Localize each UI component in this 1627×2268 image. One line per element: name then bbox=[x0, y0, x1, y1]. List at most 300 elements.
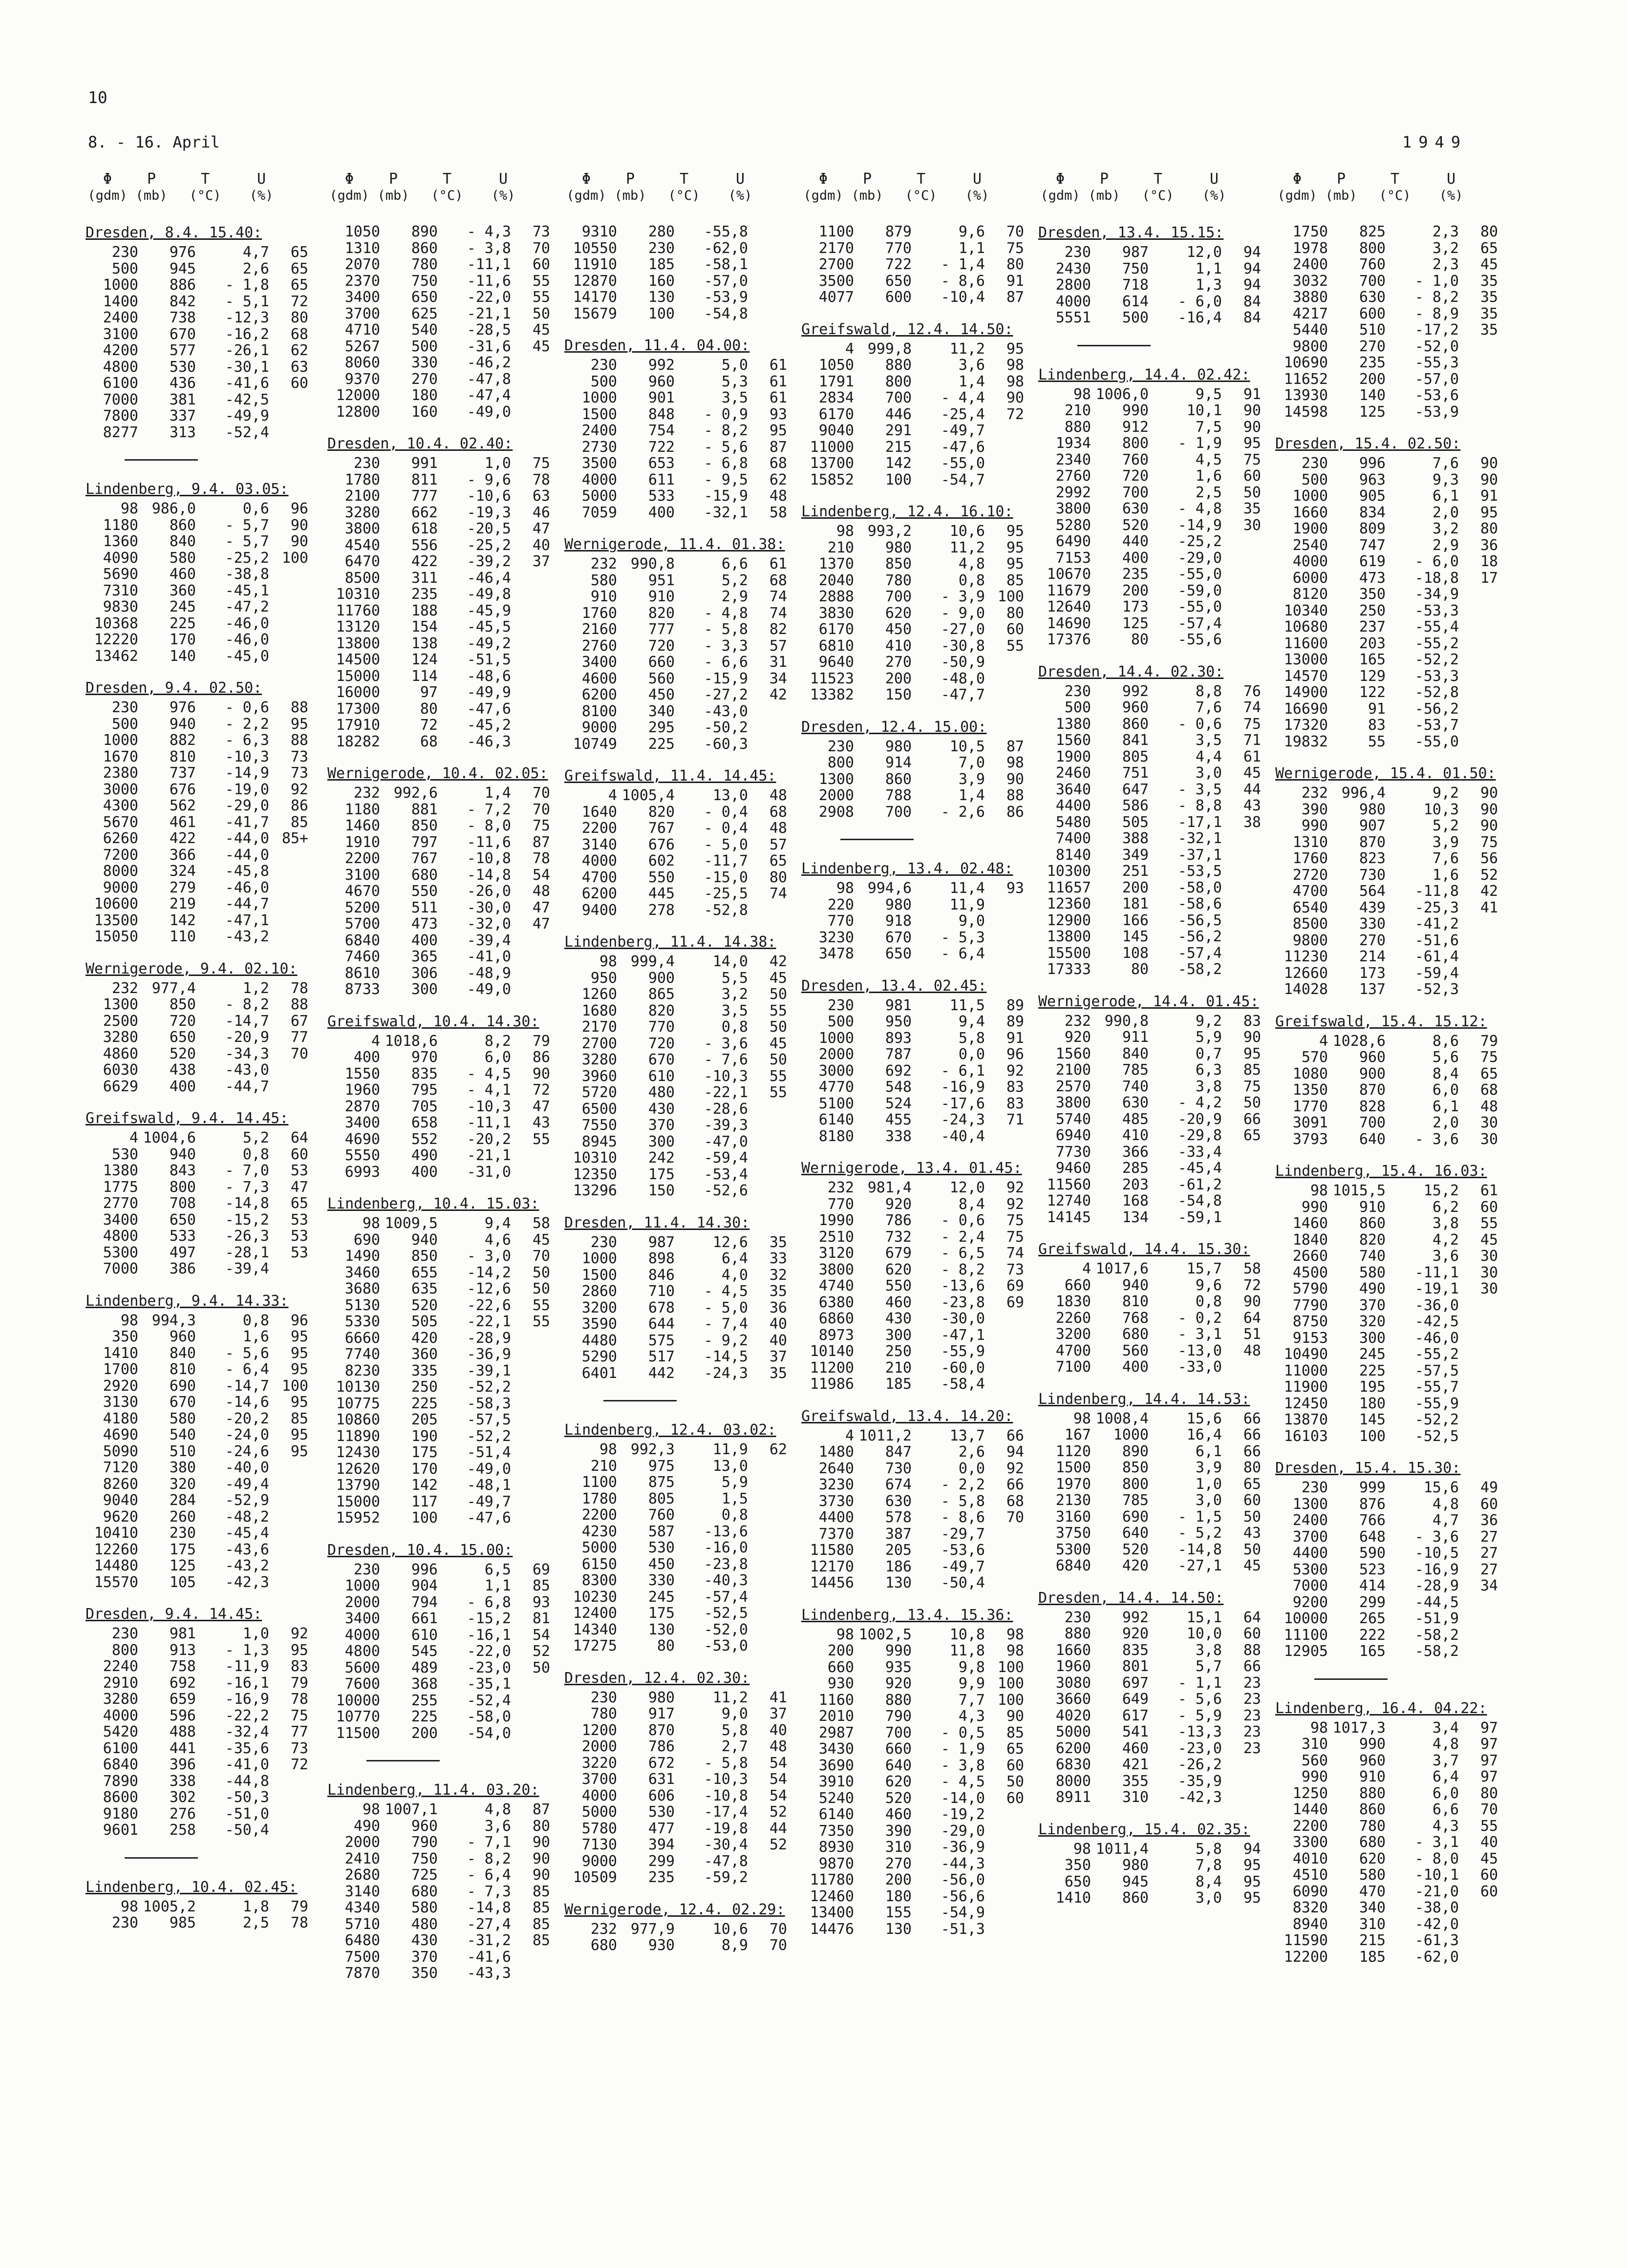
temperature-cell: -58,6 bbox=[1177, 895, 1222, 912]
height-cell: 230 bbox=[1301, 1479, 1328, 1496]
height-cell: 10130 bbox=[336, 1378, 380, 1396]
humidity-cell bbox=[511, 1477, 550, 1494]
height-cell: 1660 bbox=[1055, 1641, 1091, 1659]
table-row bbox=[564, 1052, 809, 1068]
table-row bbox=[327, 1330, 572, 1347]
temperature-cell: 2,7 bbox=[721, 1738, 748, 1755]
pressure-cell: 1005,2 bbox=[143, 1898, 196, 1915]
humidity-cell: 79 bbox=[532, 1032, 550, 1050]
height-cell: 9830 bbox=[103, 598, 138, 615]
table-row bbox=[1038, 1326, 1283, 1343]
table-row bbox=[801, 1112, 1046, 1128]
height-cell: 15500 bbox=[1047, 944, 1091, 962]
temperature-cell: -30,4 bbox=[704, 1836, 748, 1853]
table-row bbox=[86, 814, 330, 831]
table-row bbox=[564, 621, 809, 638]
temperature-cell: -41,6 bbox=[225, 375, 269, 392]
pressure-cell: 810 bbox=[1122, 1293, 1149, 1310]
height-cell: 3000 bbox=[818, 1062, 854, 1080]
height-cell: 2510 bbox=[818, 1228, 854, 1246]
table-row bbox=[1275, 387, 1520, 404]
height-cell: 3680 bbox=[344, 1280, 380, 1297]
height-cell: 15679 bbox=[573, 305, 617, 322]
height-cell: 1440 bbox=[1292, 1801, 1328, 1818]
pressure-cell: 580 bbox=[411, 1899, 438, 1916]
station-title: Wernigerode, 9.4. 02.10: bbox=[86, 960, 298, 977]
column-header bbox=[1275, 171, 1520, 204]
table-row bbox=[801, 787, 1046, 804]
temperature-cell: -39,4 bbox=[467, 932, 511, 949]
pressure-cell: 80 bbox=[657, 1637, 675, 1654]
height-cell: 6401 bbox=[581, 1364, 617, 1382]
height-cell: 8973 bbox=[818, 1326, 854, 1344]
temperature-cell: -21,1 bbox=[467, 305, 511, 322]
temperature-cell: -49,2 bbox=[467, 635, 511, 652]
height-cell: 2370 bbox=[344, 272, 380, 290]
temperature-cell: - 1,4 bbox=[941, 256, 985, 273]
temperature-cell: -56,2 bbox=[1177, 928, 1222, 945]
humidity-cell: 58 bbox=[1243, 1260, 1261, 1277]
sounding-block bbox=[1038, 663, 1283, 978]
height-cell: 2910 bbox=[103, 1674, 138, 1692]
table-row bbox=[86, 1361, 330, 1378]
temperature-cell: -17,4 bbox=[704, 1803, 748, 1821]
height-cell: 1310 bbox=[1292, 833, 1328, 851]
humidity-cell bbox=[985, 1905, 1024, 1921]
humidity-cell: 60 bbox=[1243, 1492, 1261, 1509]
humidity-cell: 50 bbox=[1243, 1508, 1261, 1526]
table-row bbox=[86, 615, 330, 632]
pressure-cell: 750 bbox=[411, 1850, 438, 1867]
header-symbol: P bbox=[1099, 170, 1109, 188]
humidity-cell: 90 bbox=[532, 1850, 550, 1867]
humidity-cell bbox=[269, 1525, 308, 1542]
humidity-cell: 100 bbox=[281, 549, 308, 567]
pressure-cell: 511 bbox=[411, 899, 438, 916]
temperature-cell: -55,9 bbox=[941, 1343, 985, 1360]
pressure-cell: 828 bbox=[1359, 1098, 1386, 1115]
pressure-cell: 165 bbox=[1359, 651, 1386, 668]
humidity-cell bbox=[1222, 599, 1261, 615]
table-row bbox=[1275, 981, 1520, 998]
pressure-cell: 1011,2 bbox=[858, 1427, 912, 1444]
table-row bbox=[1275, 1900, 1520, 1916]
humidity-cell: 36 bbox=[1480, 536, 1498, 554]
table-row bbox=[1275, 1346, 1520, 1363]
pressure-cell: 530 bbox=[648, 1803, 675, 1821]
humidity-cell: 78 bbox=[290, 979, 308, 997]
pressure-cell: 994,6 bbox=[867, 880, 912, 897]
humidity-cell bbox=[748, 289, 787, 306]
pressure-cell: 255 bbox=[411, 1692, 438, 1709]
header-unit: (gdm) bbox=[1277, 188, 1317, 203]
table-row bbox=[801, 1509, 1046, 1526]
height-cell: 9040 bbox=[818, 422, 854, 439]
header-unit: (%) bbox=[249, 188, 274, 203]
humidity-cell bbox=[269, 1062, 308, 1079]
height-cell: 13462 bbox=[94, 647, 138, 665]
temperature-cell: -23,0 bbox=[1177, 1739, 1222, 1757]
pressure-cell: 370 bbox=[648, 1117, 675, 1134]
humidity-cell: 40 bbox=[769, 1332, 787, 1349]
table-row bbox=[1275, 1428, 1520, 1445]
table-row bbox=[86, 912, 330, 929]
humidity-cell: 30 bbox=[1243, 516, 1261, 534]
humidity-cell: 23 bbox=[1243, 1707, 1261, 1724]
humidity-cell: 23 bbox=[1243, 1674, 1261, 1692]
height-cell: 4200 bbox=[103, 342, 138, 359]
temperature-cell: 1,0 bbox=[484, 455, 511, 472]
height-cell: 4600 bbox=[581, 670, 617, 687]
pressure-cell: 230 bbox=[169, 1525, 196, 1542]
humidity-cell: 66 bbox=[1243, 1442, 1261, 1460]
pressure-cell: 810 bbox=[169, 1361, 196, 1378]
height-cell: 16103 bbox=[1284, 1427, 1328, 1445]
table-row bbox=[801, 671, 1046, 687]
height-cell: 15050 bbox=[94, 928, 138, 945]
humidity-cell: 55 bbox=[1480, 1817, 1498, 1835]
height-cell: 7200 bbox=[103, 846, 138, 864]
station-title: Wernigerode, 12.4. 02.29: bbox=[564, 1901, 785, 1918]
height-cell: 5130 bbox=[344, 1296, 380, 1314]
sounding-block bbox=[1275, 1699, 1520, 1966]
table-row bbox=[1038, 863, 1283, 880]
pressure-cell: 840 bbox=[169, 533, 196, 550]
humidity-cell: 61 bbox=[769, 357, 787, 374]
height-cell: 6140 bbox=[818, 1111, 854, 1128]
height-cell: 7870 bbox=[344, 1965, 380, 1982]
pressure-cell: 980 bbox=[648, 1689, 675, 1706]
temperature-cell: -24,3 bbox=[704, 1364, 748, 1382]
pressure-cell: 655 bbox=[411, 1264, 438, 1281]
table-row bbox=[327, 818, 572, 834]
temperature-cell: - 4,3 bbox=[467, 223, 511, 240]
height-cell: 11100 bbox=[1284, 1626, 1328, 1644]
temperature-cell: -54,8 bbox=[704, 305, 748, 322]
pressure-cell: 680 bbox=[1359, 1834, 1386, 1851]
header-unit: (°C) bbox=[431, 188, 463, 203]
table-row bbox=[1275, 1281, 1520, 1297]
table-row bbox=[1038, 1476, 1283, 1493]
height-cell: 12260 bbox=[94, 1541, 138, 1558]
pressure-cell: 740 bbox=[1359, 1248, 1386, 1265]
pressure-cell: 580 bbox=[169, 549, 196, 567]
table-row bbox=[801, 357, 1046, 374]
temperature-cell: -26,2 bbox=[1177, 1756, 1222, 1773]
humidity-cell: 95 bbox=[290, 1442, 308, 1460]
pressure-cell: 690 bbox=[1122, 1508, 1149, 1526]
header-symbol: T bbox=[1390, 170, 1400, 188]
table-row bbox=[1038, 615, 1283, 632]
sounding-block bbox=[564, 224, 809, 322]
pressure-cell: 138 bbox=[411, 635, 438, 652]
temperature-cell: -58,2 bbox=[1414, 1626, 1459, 1644]
pressure-cell: 97 bbox=[420, 684, 438, 701]
table-row bbox=[327, 1643, 572, 1660]
humidity-cell bbox=[1459, 339, 1498, 355]
temperature-cell: - 3,8 bbox=[467, 239, 511, 257]
height-cell: 7740 bbox=[344, 1346, 380, 1363]
table-row bbox=[564, 1134, 809, 1150]
pressure-cell: 600 bbox=[1359, 305, 1386, 322]
height-cell: 7550 bbox=[581, 1117, 617, 1134]
height-cell: 12360 bbox=[1047, 895, 1091, 912]
table-row bbox=[327, 1099, 572, 1115]
table-row bbox=[327, 488, 572, 505]
humidity-cell: 30 bbox=[1480, 1130, 1498, 1148]
pressure-cell: 125 bbox=[169, 1557, 196, 1574]
pressure-cell: 251 bbox=[1122, 863, 1149, 880]
temperature-cell: -41,6 bbox=[467, 1948, 511, 1966]
height-cell: 2070 bbox=[344, 256, 380, 273]
temperature-cell: -26,1 bbox=[225, 342, 269, 359]
temperature-cell: -36,9 bbox=[941, 1839, 985, 1856]
table-row bbox=[1038, 1310, 1283, 1327]
height-cell: 6490 bbox=[1055, 533, 1091, 550]
height-cell: 1978 bbox=[1292, 239, 1328, 257]
height-cell: 1410 bbox=[103, 1344, 138, 1362]
temperature-cell: - 1,8 bbox=[225, 276, 269, 294]
height-cell: 910 bbox=[590, 588, 617, 605]
humidity-cell: 55 bbox=[532, 1130, 550, 1148]
height-cell: 8911 bbox=[1055, 1789, 1091, 1806]
humidity-cell: 90 bbox=[290, 516, 308, 534]
temperature-cell: 9,2 bbox=[1432, 784, 1459, 802]
height-cell: 6200 bbox=[581, 885, 617, 902]
humidity-cell: 68 bbox=[769, 455, 787, 472]
temperature-cell: -36,9 bbox=[467, 1346, 511, 1363]
pressure-cell: 990 bbox=[1359, 1736, 1386, 1753]
temperature-cell: -41,7 bbox=[225, 813, 269, 831]
table-row bbox=[1275, 537, 1520, 554]
pressure-cell: 140 bbox=[1359, 387, 1386, 404]
header-symbol: T bbox=[442, 170, 452, 188]
table-row bbox=[1275, 965, 1520, 982]
pressure-cell: 430 bbox=[885, 1310, 912, 1327]
pressure-cell: 809 bbox=[1359, 520, 1386, 537]
humidity-cell bbox=[269, 1822, 308, 1839]
height-cell: 98 bbox=[120, 1898, 138, 1915]
height-cell: 8930 bbox=[818, 1839, 854, 1856]
temperature-cell: -27,0 bbox=[941, 621, 985, 638]
humidity-cell: 90 bbox=[1006, 389, 1024, 406]
temperature-cell: -11,7 bbox=[704, 852, 748, 869]
pressure-cell: 987 bbox=[648, 1233, 675, 1251]
height-cell: 1910 bbox=[344, 833, 380, 851]
table-row bbox=[1275, 1562, 1520, 1578]
sounding-block bbox=[86, 679, 330, 945]
pressure-cell: 460 bbox=[885, 1806, 912, 1823]
height-cell: 15000 bbox=[336, 667, 380, 685]
humidity-cell: 60 bbox=[1480, 1883, 1498, 1900]
pressure-cell: 918 bbox=[885, 912, 912, 930]
table-row bbox=[327, 1802, 572, 1818]
table-row bbox=[1038, 403, 1283, 419]
pressure-cell: 920 bbox=[885, 1675, 912, 1692]
temperature-cell: -51,9 bbox=[1414, 1610, 1459, 1627]
temperature-cell: 13,0 bbox=[712, 787, 748, 804]
temperature-cell: 1,1 bbox=[958, 239, 985, 257]
temperature-cell: -52,5 bbox=[704, 1605, 748, 1622]
table-row bbox=[1275, 684, 1520, 701]
pressure-cell: 430 bbox=[648, 1100, 675, 1118]
table-row bbox=[564, 1019, 809, 1036]
humidity-cell: 60 bbox=[290, 375, 308, 392]
humidity-cell: 95 bbox=[1006, 340, 1024, 358]
table-row bbox=[801, 1030, 1046, 1047]
temperature-cell: 6,1 bbox=[1432, 1098, 1459, 1115]
humidity-cell bbox=[748, 1117, 787, 1134]
table-row bbox=[1038, 732, 1283, 749]
temperature-cell: - 3,0 bbox=[467, 1248, 511, 1265]
temperature-cell: -25,4 bbox=[941, 405, 985, 423]
pressure-cell: 219 bbox=[169, 895, 196, 912]
height-cell: 98 bbox=[1310, 1719, 1328, 1737]
height-cell: 10310 bbox=[573, 1149, 617, 1166]
pressure-cell: 355 bbox=[1122, 1772, 1149, 1790]
height-cell: 9620 bbox=[103, 1508, 138, 1526]
pressure-cell: 450 bbox=[648, 686, 675, 703]
pressure-cell: 461 bbox=[169, 813, 196, 831]
table-row bbox=[801, 638, 1046, 655]
height-cell: 9040 bbox=[103, 1492, 138, 1509]
humidity-cell bbox=[269, 1476, 308, 1493]
temperature-cell: 8,9 bbox=[721, 1937, 748, 1954]
humidity-cell: 48 bbox=[769, 1738, 787, 1755]
pressure-cell: 175 bbox=[169, 1541, 196, 1558]
temperature-cell: 6,3 bbox=[1195, 1061, 1222, 1079]
humidity-cell bbox=[511, 1396, 550, 1412]
humidity-cell: 55 bbox=[532, 1313, 550, 1330]
table-row bbox=[86, 277, 330, 294]
temperature-cell: -52,2 bbox=[467, 1427, 511, 1445]
table-row bbox=[801, 687, 1046, 703]
table-row bbox=[801, 1477, 1046, 1493]
table-row bbox=[86, 1046, 330, 1062]
humidity-cell bbox=[1222, 1359, 1261, 1376]
temperature-cell: -55,8 bbox=[704, 223, 748, 240]
height-cell: 1750 bbox=[1292, 223, 1328, 240]
table-row bbox=[564, 423, 809, 439]
height-cell: 1050 bbox=[818, 357, 854, 374]
temperature-cell: -21,1 bbox=[467, 1147, 511, 1164]
header-symbol: Φ bbox=[818, 170, 828, 188]
table-row bbox=[327, 981, 572, 998]
separator-line bbox=[125, 1857, 198, 1859]
height-cell: 3460 bbox=[344, 1264, 380, 1281]
temperature-cell: -22,1 bbox=[467, 1313, 511, 1330]
humidity-cell: 85 bbox=[1006, 572, 1024, 589]
table-row bbox=[327, 1049, 572, 1066]
humidity-cell: 55 bbox=[769, 1084, 787, 1101]
pressure-cell: 320 bbox=[1359, 1313, 1386, 1330]
pressure-cell: 676 bbox=[169, 781, 196, 798]
height-cell: 1000 bbox=[1292, 488, 1328, 505]
height-cell: 11652 bbox=[1284, 370, 1328, 388]
height-cell: 8600 bbox=[103, 1789, 138, 1806]
table-row bbox=[327, 472, 572, 488]
table-row bbox=[564, 1937, 809, 1954]
separator-line bbox=[603, 1400, 677, 1401]
humidity-cell: 78 bbox=[290, 1691, 308, 1708]
humidity-cell bbox=[1459, 371, 1498, 388]
humidity-cell bbox=[269, 632, 308, 648]
humidity-cell bbox=[511, 1725, 550, 1742]
height-cell: 11560 bbox=[1047, 1176, 1091, 1193]
pressure-cell: 700 bbox=[1359, 272, 1386, 290]
height-cell: 3220 bbox=[581, 1754, 617, 1772]
temperature-cell: 7,7 bbox=[958, 1691, 985, 1709]
pressure-cell: 661 bbox=[411, 1610, 438, 1627]
temperature-cell: 3,8 bbox=[1432, 1215, 1459, 1232]
table-row bbox=[327, 684, 572, 701]
humidity-cell: 77 bbox=[290, 1029, 308, 1046]
table-row bbox=[86, 1212, 330, 1229]
humidity-cell: 61 bbox=[769, 555, 787, 572]
height-cell: 98 bbox=[599, 953, 617, 970]
temperature-cell: -31,6 bbox=[467, 338, 511, 355]
sounding-block bbox=[1038, 1589, 1283, 1806]
table-row bbox=[801, 572, 1046, 589]
humidity-cell bbox=[985, 455, 1024, 472]
pressure-cell: 320 bbox=[169, 1475, 196, 1493]
pressure-cell: 738 bbox=[169, 309, 196, 326]
temperature-cell: - 0,2 bbox=[1177, 1309, 1222, 1327]
height-cell: 2500 bbox=[103, 1012, 138, 1030]
humidity-cell: 45 bbox=[1480, 1850, 1498, 1867]
temperature-cell: 2,0 bbox=[1432, 1114, 1459, 1131]
pressure-cell: 963 bbox=[1359, 471, 1386, 488]
temperature-cell: -54,9 bbox=[941, 1904, 985, 1921]
humidity-cell: 50 bbox=[532, 1280, 550, 1297]
height-cell: 6840 bbox=[103, 1756, 138, 1773]
pressure-cell: 175 bbox=[648, 1166, 675, 1183]
temperature-cell: 3,0 bbox=[1195, 1492, 1222, 1509]
temperature-cell: - 9,0 bbox=[941, 604, 985, 622]
table-row bbox=[564, 720, 809, 736]
table-row bbox=[801, 913, 1046, 930]
humidity-cell: 65 bbox=[290, 276, 308, 294]
humidity-cell bbox=[269, 1542, 308, 1558]
pressure-cell: 850 bbox=[1122, 1459, 1149, 1476]
height-cell: 4000 bbox=[581, 1787, 617, 1804]
pressure-cell: 990 bbox=[1122, 402, 1149, 419]
table-row bbox=[86, 326, 330, 343]
pressure-cell: 890 bbox=[1122, 1442, 1149, 1460]
temperature-cell: - 6,4 bbox=[225, 1361, 269, 1378]
humidity-cell: 92 bbox=[290, 1625, 308, 1642]
table-row bbox=[564, 589, 809, 605]
pressure-cell: 705 bbox=[411, 1098, 438, 1115]
table-row bbox=[1275, 322, 1520, 339]
table-row bbox=[801, 273, 1046, 290]
humidity-cell: 80 bbox=[1480, 1784, 1498, 1802]
humidity-cell: 91 bbox=[1006, 272, 1024, 290]
table-row bbox=[1275, 289, 1520, 306]
table-row bbox=[327, 1884, 572, 1900]
temperature-cell: -16,2 bbox=[225, 325, 269, 343]
temperature-cell: -55,4 bbox=[1414, 618, 1459, 636]
pressure-cell: 200 bbox=[1122, 582, 1149, 599]
table-row bbox=[86, 1476, 330, 1493]
pressure-cell: 575 bbox=[648, 1332, 675, 1349]
height-cell: 7500 bbox=[344, 1948, 380, 1966]
pressure-cell: 760 bbox=[648, 1506, 675, 1524]
pressure-cell: 898 bbox=[648, 1250, 675, 1267]
humidity-cell: 23 bbox=[1243, 1739, 1261, 1757]
table-row bbox=[1275, 1330, 1520, 1347]
height-cell: 12900 bbox=[1047, 911, 1091, 929]
